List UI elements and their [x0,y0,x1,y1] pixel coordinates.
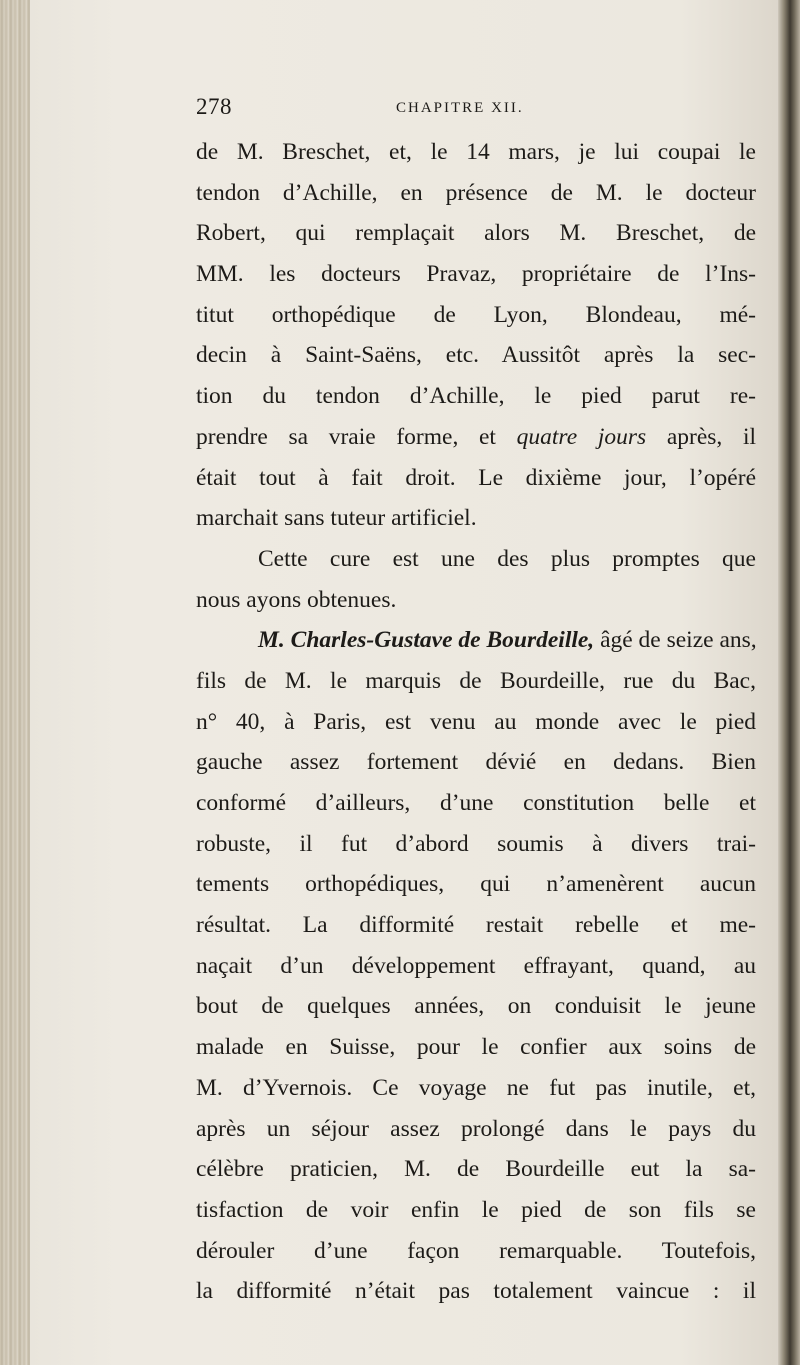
page-number: 278 [196,94,232,119]
text-line: résultat. La difformité restait rebelle et me- [196,912,756,939]
text-line: était tout à fait droit. Le dixième jour, l’opéré [196,464,756,491]
text-span: âgé de seize ans, [600,627,757,654]
text-line: robuste, il fut d’abord soumis à divers trai- [196,830,756,857]
text-line: bout de quelques années, on conduisit le jeune [196,993,756,1020]
text-span: après, il [666,423,757,450]
page-header [196,94,756,126]
text-line: tion du tendon d’Achille, le pied parut re- [196,383,756,410]
text-line: naçait d’un développement effrayant, quand, au [196,952,756,979]
text-line: malade en Suisse, pour le confier aux soins de [196,1034,756,1061]
text-line: n° 40, à Paris, est venu au monde avec le pied [196,708,756,735]
text-line: marchait sans tuteur artificiel. [196,505,477,532]
text-span: prendre sa vraie forme, et [196,423,496,450]
text-line: nous ayons obtenues. [196,586,397,613]
text-line: conformé d’ailleurs, d’une constitution belle et [196,790,756,816]
text-line: tisfaction de voir enfin le pied de son fils se [196,1196,756,1223]
text-line: la difformité n’était pas totalement vaincue : il [196,1278,756,1305]
page-edge [778,0,800,1365]
text-line: fils de M. le marquis de Bourdeille, rue du Bac, [196,667,756,694]
text-line: célèbre praticien, M. de Bourdeille eut la sa- [196,1156,756,1183]
text-line: après un séjour assez prolongé dans le pays du [196,1115,756,1142]
text-line: dérouler d’une façon remarquable. Toutefois, [196,1237,756,1264]
text-line: decin à Saint-Saëns, etc. Aussitôt après la sec- [196,342,756,369]
book-gutter [0,0,30,1365]
text-line: MM. les docteurs Pravaz, propriétaire de l’Ins- [196,261,756,288]
text-line: Robert, qui remplaçait alors M. Breschet, de [196,220,756,247]
body-text [196,132,756,1312]
text-line [196,417,756,458]
patient-name: M. Charles-Gustave de Bourdeille, [258,627,595,654]
text-line: M. d’Yvernois. Ce voyage ne fut pas inutile, et, [196,1074,756,1101]
text-line: de M. Breschet, et, le 14 mars, je lui coupai le [196,139,756,165]
text-line: Cette cure est une des plus promptes que [258,545,756,572]
running-head: CHAPITRE XII. [396,100,524,116]
text-line: titut orthopédique de Lyon, Blondeau, mé- [196,301,756,328]
text-line: tendon d’Achille, en présence de M. le docteur [196,179,756,206]
text-line: tements orthopédiques, qui n’amenèrent aucun [196,871,756,898]
text-line: gauche assez fortement dévié en dedans. Bien [196,749,756,776]
italic-phrase: quatre jours [516,423,647,450]
text-line [196,620,756,661]
